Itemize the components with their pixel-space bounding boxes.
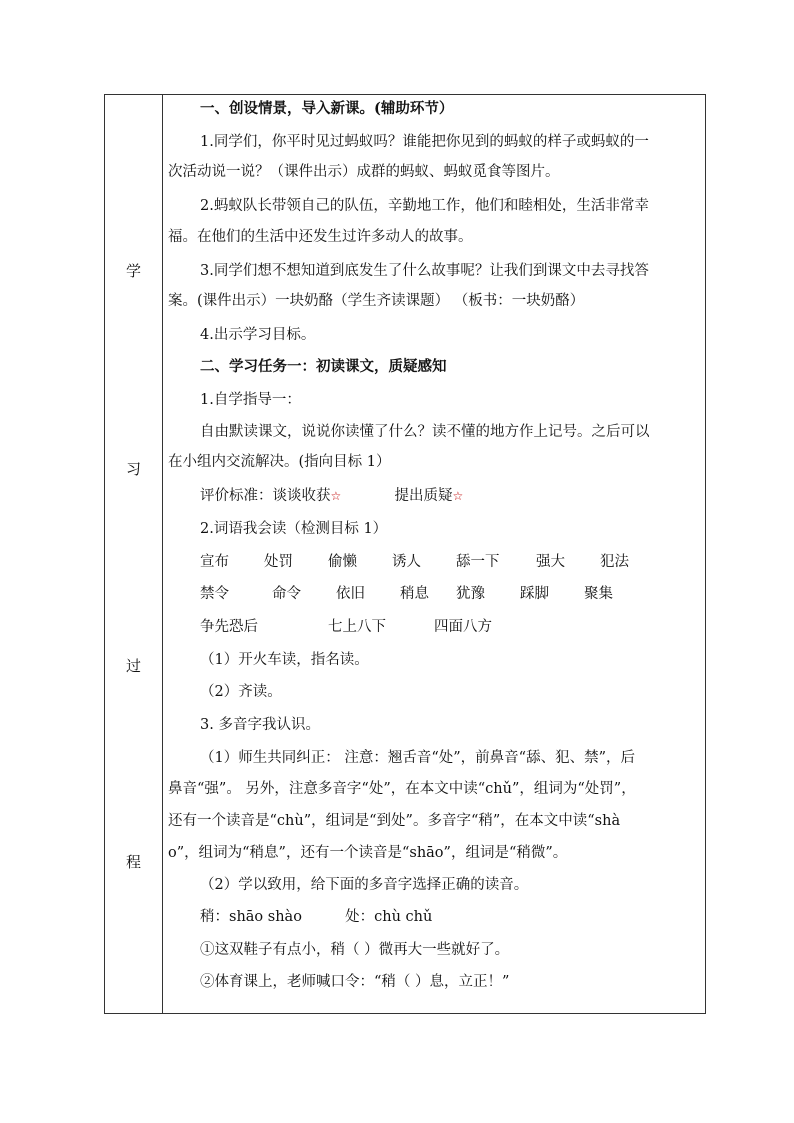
s2-poly-title: 3. 多音字我认识。: [200, 717, 320, 733]
s2-apply: （2）学以致用，给下面的多音字选择正确的读音。: [200, 877, 529, 893]
left-char-xi: 习: [125, 460, 141, 478]
s2-read2: （2）齐读。: [200, 684, 282, 700]
word: 舔一下: [456, 554, 500, 570]
s2-poly-line4: o”，组词为“稍息”，还有一个读音是“shāo”，组词是“稍微”。: [168, 845, 568, 861]
content-cell: [162, 95, 705, 1013]
eval-label-2: 提出质疑: [394, 488, 453, 504]
star-icon: ☆: [452, 489, 464, 503]
word: 宣布: [200, 554, 229, 570]
s2-q1: ①这双鞋子有点小，稍（ ）微再大一些就好了。: [200, 942, 510, 958]
s1-p1-line2: 次活动说一说？（课件出示）成群的蚂蚁、蚂蚁觅食等图片。: [168, 164, 560, 180]
word: 犹豫: [456, 586, 485, 602]
left-column: [105, 95, 163, 1013]
word: 七上八下: [328, 619, 386, 635]
word: 偷懒: [328, 554, 357, 570]
word: 踩脚: [520, 586, 549, 602]
word: 命令: [272, 586, 301, 602]
s2-guide-line1: 自由默读课文，说说你读懂了什么？读不懂的地方作上记号。之后可以: [200, 424, 650, 440]
s2-words-title: 2.词语我会读（检测目标 1）: [200, 521, 388, 537]
s2-eval-line: [200, 486, 701, 506]
s1-p1-line1: 1.同学们，你平时见过蚂蚁吗？谁能把你见到的蚂蚁的样子或蚂蚁的一: [200, 134, 649, 150]
left-char-xue: 学: [125, 262, 141, 280]
s2-poly-line3: 还有一个读音是“chù”，组词是“到处”。多音字“稍”，在本文中读“shà: [168, 813, 621, 829]
eval-label: 评价标准：谈谈收获: [200, 488, 331, 504]
s2-guide-line2: 在小组内交流解决。(指向目标 1）: [168, 454, 391, 470]
s1-p3-line2: 案。(课件出示）一块奶酪（学生齐读课题） （板书：一块奶酪）: [168, 293, 585, 309]
s2-guide-title: 1.自学指导一：: [200, 392, 301, 408]
word: 稍息: [400, 586, 429, 602]
section2-heading: 二、学习任务一：初读课文，质疑感知: [200, 358, 447, 375]
s2-options: [200, 907, 701, 927]
word: 聚集: [584, 586, 613, 602]
word: 处罚: [264, 554, 293, 570]
options-shao: 稍：shāo shào: [200, 909, 302, 925]
star-icon: ☆: [330, 489, 342, 503]
s2-poly-line1: （1）师生共同纠正： 注意：翘舌音“处”，前鼻音“舔、犯、禁”，后: [200, 750, 635, 766]
word: 禁令: [200, 586, 229, 602]
word: 诱人: [392, 554, 421, 570]
s2-q2: ②体育课上，老师喊口令：“稍（ ）息，立正！”: [200, 974, 510, 990]
section1-heading: 一、创设情景，导入新课。(辅助环节）: [200, 100, 454, 117]
s1-p2-line2: 福。在他们的生活中还发生过许多动人的故事。: [168, 229, 473, 245]
s2-read1: （1）开火车读，指名读。: [200, 652, 369, 668]
s2-poly-line2: 鼻音“强”。 另外，注意多音字“处”，在本文中读“chǔ”，组词为“处罚”，: [168, 781, 636, 797]
left-char-cheng: 程: [125, 853, 141, 871]
options-chu: 处：chù chǔ: [345, 909, 433, 925]
word: 犯法: [600, 554, 629, 570]
s1-p4: 4.出示学习目标。: [200, 327, 316, 343]
s1-p2-line1: 2.蚂蚁队长带领自己的队伍，辛勤地工作，他们和睦相处，生活非常幸: [200, 198, 649, 214]
s1-p3-line1: 3.同学们想不想知道到底发生了什么故事呢？让我们到课文中去寻找答: [200, 263, 649, 279]
word: 争先恐后: [200, 619, 258, 635]
word: 依旧: [336, 586, 365, 602]
lesson-table: [104, 94, 706, 1014]
word: 强大: [536, 554, 565, 570]
left-char-guo: 过: [125, 657, 141, 675]
word: 四面八方: [434, 619, 492, 635]
